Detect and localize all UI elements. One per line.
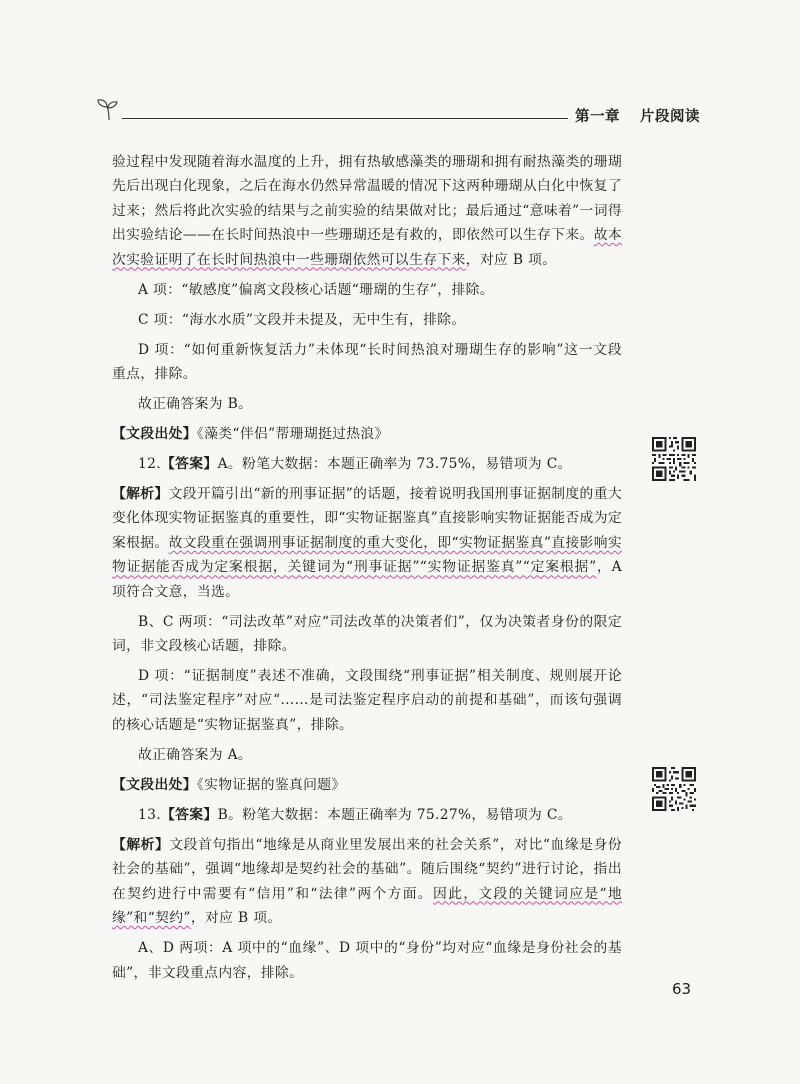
q12-answer: 12.【答案】A。粉笔大数据：本题正确率为 73.75%，易错项为 C。	[138, 456, 572, 473]
q13-answer: 13.【答案】B。粉笔大数据：本题正确率为 75.27%，易错项为 C。	[138, 806, 572, 823]
q13-highlight: 因此，文段的关键词应是“地缘”和“契约”	[112, 885, 622, 927]
q11-option-c: C 项：“海水水质”文段并未提及，无中生有，排除。	[138, 311, 466, 328]
chapter-title	[575, 105, 700, 126]
q11-source	[112, 422, 622, 446]
analysis-label: 【解析】	[112, 836, 170, 853]
page-number: 63	[672, 980, 692, 998]
source-label: 【文段出处】	[112, 776, 197, 793]
q13-option-ad: A、D 两项：A 项中的“血缘”、D 项中的“身份”均对应“血缘是身份社会的基础”，非文段重点内容，排除。	[112, 940, 622, 981]
chapter-number: 第一章	[575, 109, 620, 125]
q13-qr-code-icon[interactable]	[652, 767, 696, 811]
q12-analysis: 【解析】文段开篇引出“新的刑事证据”的话题，接着说明我国刑事证据制度的重大变化体现实物证据鉴真的重要性，即“实物证据鉴真”直接影响实物证据能否成为定案根据。故文段重在强调刑事证据制度的重大变化，即“实物证据鉴真”直接影响实物证据能否成为定案根据，关键词为“刑事证据”“实物证据鉴真”“定案根据”，A 项符合文意，当选。	[112, 486, 622, 600]
q12-number: 12.	[138, 456, 161, 473]
source-label: 【文段出处】	[112, 426, 197, 443]
q11-highlight: 故本次实验证明了在长时间热浪中一些珊瑚依然可以生存下来	[112, 227, 623, 268]
q11-conclusion: 故正确答案为 B。	[138, 396, 253, 413]
analysis-label: 【解析】	[112, 486, 169, 503]
q12-option-bc: B、C 两项：“司法改革”对应“司法改革的决策者们”，仅为决策者身份的限定词，非文段核心话题，排除。	[112, 613, 622, 655]
q11-analysis-continued: 验过程中发现随着海水温度的上升，拥有热敏感藻类的珊瑚和拥有耐热藻类的珊瑚先后出现白化现象，之后在海水仍然异常温暖的情况下这两种珊瑚从白化中恢复了过来；然后将此次实验的结果与之前实验的结果做对比；最后通过“意味着”一词得出实验结论——在长时间热浪中一些珊瑚还是有救的，即依然可以生存下来。故本次实验证明了在长时间热浪中一些珊瑚依然可以生存下来，对应 B 项。	[112, 154, 623, 268]
q13-number: 13.	[138, 806, 161, 823]
source-title: 《实物证据的鉴真问题》	[196, 776, 346, 793]
sprout-icon	[96, 96, 122, 122]
section-title: 片段阅读	[640, 109, 700, 125]
q11-option-a: A 项：“敏感度”偏离文段核心话题“珊瑚的生存”，排除。	[138, 281, 494, 298]
page-content	[112, 150, 622, 991]
q12-option-d: D 项：“证据制度”表述不准确，文段围绕“刑事证据”相关制度、规则展开论述，“司法鉴定程序”对应“……是司法鉴定程序启动的前提和基础”，而该句强调的核心话题是“实物证据鉴真”，排除。	[112, 668, 622, 733]
answer-label: 【答案】	[161, 456, 218, 473]
source-title: 《藻类“伴侣”帮珊瑚挺过热浪》	[196, 426, 389, 443]
q12-qr-code-icon[interactable]	[652, 437, 696, 481]
answer-label: 【答案】	[161, 806, 218, 823]
q12-conclusion: 故正确答案为 A。	[138, 746, 253, 763]
q12-highlight: 故文段重在强调刑事证据制度的重大变化，即“实物证据鉴真”直接影响实物证据能否成为定案根据，关键词为“刑事证据”“实物证据鉴真”“定案根据”	[112, 534, 622, 576]
header-rule	[122, 118, 568, 119]
q13-analysis: 【解析】文段首句指出“地缘是从商业里发展出来的社会关系”，对比“血缘是身份社会的基础”，强调“地缘却是契约社会的基础”。随后围绕“契约”进行讨论，指出在契约进行中需要有“信用”和“法律”两个方面。因此，文段的关键词应是“地缘”和“契约”，对应 B 项。	[112, 836, 622, 927]
q12-source	[112, 773, 622, 797]
page-header	[96, 96, 700, 126]
q11-option-d: D 项：“如何重新恢复活力”未体现“长时间热浪对珊瑚生存的影响”这一文段重点，排除。	[112, 341, 622, 383]
